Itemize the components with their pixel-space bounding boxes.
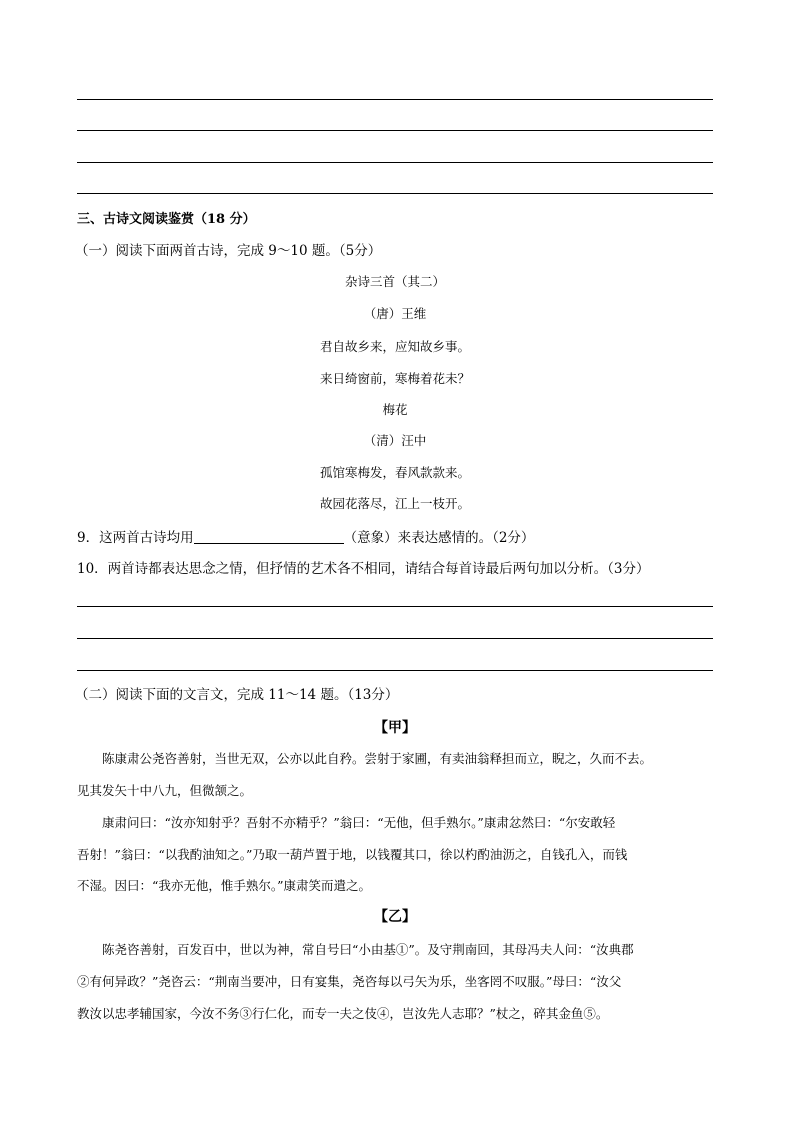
poem1-line: 来日绮窗前，寒梅着花未？ xyxy=(319,371,470,386)
poem1-line: 君自故乡来，应知故乡事。 xyxy=(319,339,470,354)
passage-jia-line: 见其发矢十中八九，但微颔之。 xyxy=(77,783,253,798)
answer-line xyxy=(77,99,713,100)
answer-line xyxy=(77,606,713,607)
passage-jia-line: 不湿。因曰：“我亦无他，惟手熟尔。”康肃笑而遣之。 xyxy=(77,878,372,893)
section-title: 三、古诗文阅读鉴赏（18 分） xyxy=(77,212,256,227)
answer-line xyxy=(77,130,713,131)
part2-intro: （二）阅读下面的文言文，完成 11～14 题。（13分） xyxy=(75,687,399,703)
answer-line xyxy=(77,162,713,163)
passage-yi-line: ②有何异政？”尧咨云：“荆南当要冲，日有宴集，尧咨每以弓矢为乐，坐客罔不叹服。”母曰：“汝父 xyxy=(77,974,622,989)
poem2-title: 梅花 xyxy=(382,402,408,417)
poem1-title: 杂诗三首（其二） xyxy=(344,274,445,289)
poem1-author: （唐）王维 xyxy=(363,306,427,321)
passage-yi-line: 陈尧咨善射，百发百中，世以为神，常自号曰“小由基①”。及守荆南回，其母冯夫人问：“汝典郡 xyxy=(102,942,634,957)
passage-yi-title: 【乙】 xyxy=(374,909,416,925)
passage-jia-line: 吾射！”翁曰：“以我酌油知之。”乃取一葫芦置于地，以钱覆其口，徐以杓酌油沥之，自钱孔入，而钱 xyxy=(77,847,628,862)
answer-line xyxy=(77,670,713,671)
q9-suffix: （意象）来表达感情的。（2分） xyxy=(343,530,535,546)
passage-jia-line: 康肃问曰：“汝亦知射乎？吾射不亦精乎？”翁曰：“无他，但手熟尔。”康肃忿然曰：“尔安敢轻 xyxy=(102,815,616,830)
poem2-line: 故园花落尽，江上一枝开。 xyxy=(319,496,470,511)
passage-yi-line: 教汝以忠孝辅国家，今汝不务③行仁化，而专一夫之伎④，岂汝先人志耶？”杖之，碎其金鱼⑤。 xyxy=(77,1006,609,1021)
q9-answer-blank[interactable] xyxy=(194,529,344,544)
question-10: 10．两首诗都表达思念之情，但抒情的艺术各不相同，请结合每首诗最后两句加以分析。（3分） xyxy=(77,561,650,577)
answer-line xyxy=(77,638,713,639)
answer-line xyxy=(77,193,713,194)
q9-prefix: 9．这两首古诗均用 xyxy=(77,530,194,546)
poem2-line: 孤馆寒梅发，春风款款来。 xyxy=(319,465,470,480)
poem2-author: （清）汪中 xyxy=(363,433,427,448)
passage-jia-line: 陈康肃公尧咨善射，当世无双，公亦以此自矜。尝射于家圃，有卖油翁释担而立，睨之，久而不去。 xyxy=(102,751,653,766)
question-9 xyxy=(77,528,713,548)
part1-intro: （一）阅读下面两首古诗，完成 9～10 题。（5分） xyxy=(75,243,382,259)
passage-jia-title: 【甲】 xyxy=(374,720,416,736)
